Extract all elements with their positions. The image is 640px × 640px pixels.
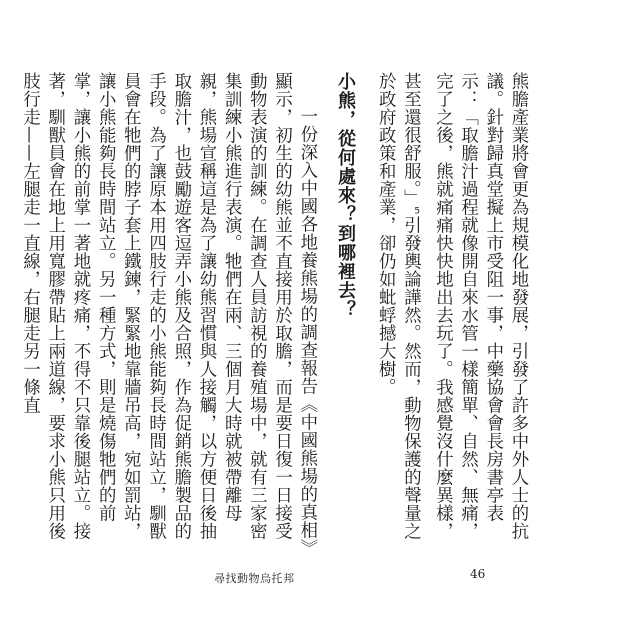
footnote-marker: 5: [414, 207, 421, 217]
vertical-text-body: [19, 72, 530, 557]
paragraph-bear-bile-industry: [372, 72, 530, 557]
paragraph-text-continued: 引發輿論譁然。然而，動物保護的聲量之於政府政策和產業，卻仍如蚍蜉撼大樹。: [375, 72, 421, 541]
paragraph-text: 熊膽產業將會更為規模化地發展，引發了許多中外人士的抗議。針對歸真堂擬上市受阻一事，中藥協會會長房書亭表示：「取膽汁過程就像開自來水管一樣簡單、自然、無痛，完了之後，熊就痛痛快快地出去玩了。我感覺沒什麼異樣，甚至還很舒服。」: [400, 72, 528, 540]
paragraph-bear-farm-report: 一份深入中國各地養熊場的調查報告《中國熊場的真相》顯示，初生的幼熊並不直接用於取膽，而是要日復一日接受動物表演的訓練。在調查人員訪視的養殖場中，就有三家密集訓練小熊進行表演。牠們在兩、三個月大時就被帶離母親，熊場宣稱這是為了讓幼熊習慣與人接觸，以方便日後抽取膽汁，也鼓勵遊客逗弄小熊及合照，作為促銷熊膽製品的手段。為了讓原本用四肢行走的小熊能夠長時間站立，馴獸員會在牠們的脖子套上鐵鍊，緊緊地靠牆吊高，宛如罰站，讓小熊能夠長時間站立。另一種方式，則是燒傷牠們的前掌，讓小熊的前掌一著地就疼痛，不得不只靠後腿站立。接著，馴獸員會在地上用寬膠帶貼上兩道線，要求小熊只用後肢行走——左腿走一直線，右腿走另一條直: [19, 72, 317, 557]
running-footer-title: 尋找動物烏托邦: [214, 572, 295, 585]
section-heading: 小熊，從何處來？到哪裡去？: [334, 72, 356, 319]
page-number: 46: [470, 567, 486, 581]
